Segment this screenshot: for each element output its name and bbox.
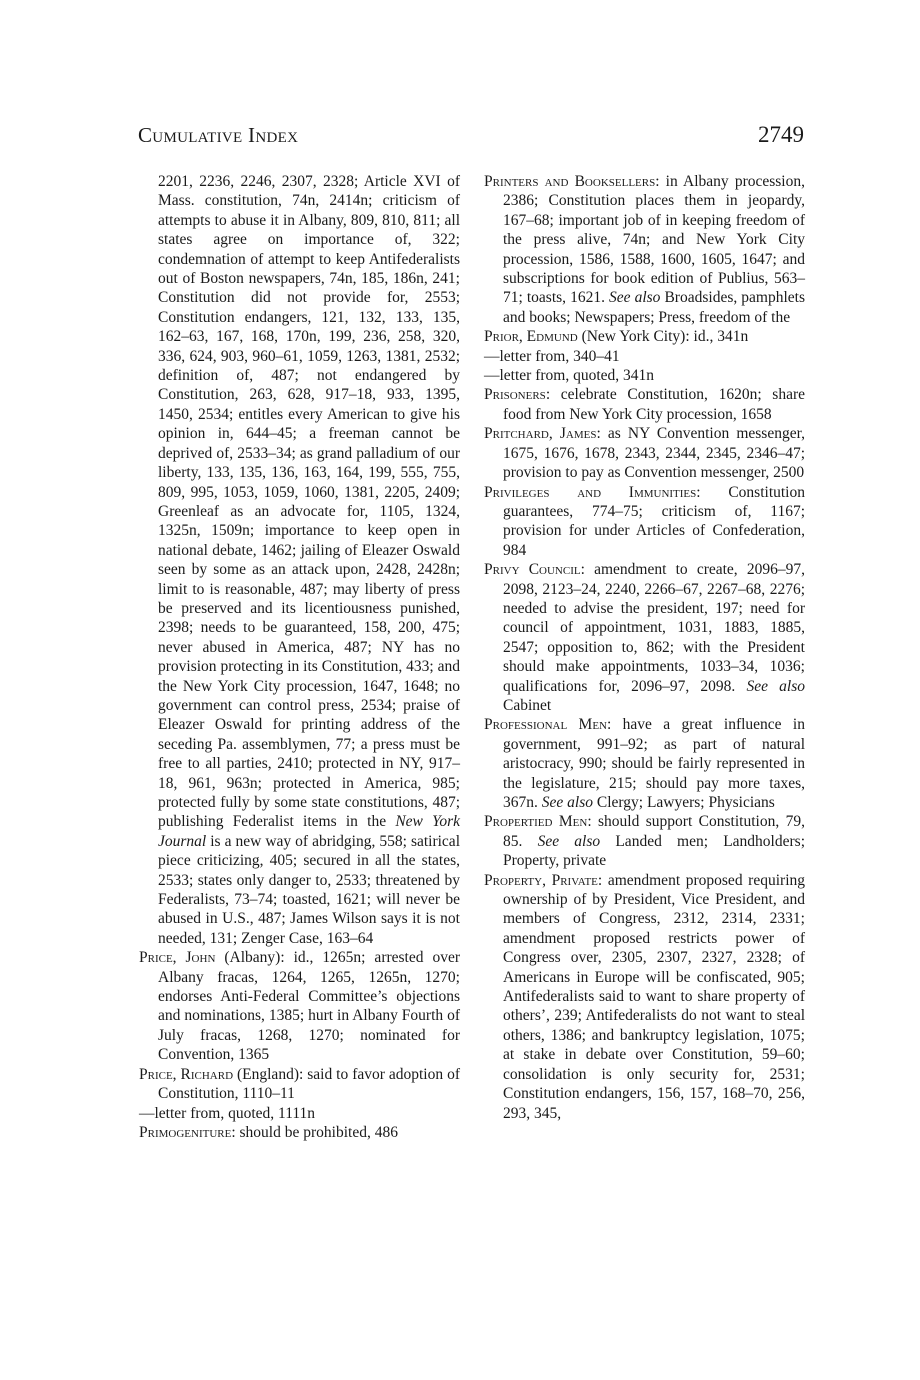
index-subentry <box>484 347 805 366</box>
index-text: : in Albany procession, 2386; Constitution places them in jeopardy, 167–68; important job of in keeping freedom of the press alive, 74n; and New York City procession, 1586, 1588, 1600, 1605, 1647; and subscriptions for book edition of Publius, 563–71; toasts, 1621. <box>503 173 805 307</box>
index-entry <box>139 1123 460 1142</box>
index-entry <box>484 812 805 870</box>
index-italic-text: See also <box>537 832 601 850</box>
index-text: (England): said to favor adoption of Constitution, 1110–11 <box>158 1065 460 1103</box>
index-entry <box>484 327 805 346</box>
index-text: : should be prohibited, 486 <box>231 1123 398 1141</box>
index-text: : amendment to create, 2096–97, 2098, 2123–24, 2240, 2266–67, 2267–68, 2276; needed to advise the president, 197; need for council of appointment, 1031, 1883, 1885, 2547; opposition to, 862; with the President should make appointments, 1033–34, 1036; qualifications for, 2096–97, 2098. <box>503 561 805 695</box>
index-text: Cabinet <box>503 696 552 714</box>
index-entry <box>139 1065 460 1104</box>
index-text: —letter from, quoted, 341n <box>484 367 655 385</box>
index-italic-text: See also <box>609 289 661 307</box>
index-text: : Constitution guarantees, 774–75; criticism of, 1167; provision for under Articles of Confederation, 984 <box>503 483 805 559</box>
index-subentry <box>139 1104 460 1123</box>
index-entry <box>484 560 805 715</box>
index-headword: Privy Council <box>484 561 581 579</box>
index-italic-text: See also <box>746 677 805 695</box>
index-text: Clergy; Lawyers; Physicians <box>592 794 775 811</box>
index-entry <box>484 715 805 812</box>
index-text: Broadsides, pamphlets and books; Newspapers; Press, freedom of the <box>503 289 805 326</box>
index-subentry <box>484 366 805 385</box>
index-text: (New York City): id., 341n <box>577 328 749 346</box>
index-text: : have a great influence in government, 991–92; as part of natural aristocracy, 990; should be fairly represented in the legislature, 215; should pay more taxes, 367n. <box>503 716 805 811</box>
index-text: : amendment proposed requiring ownership of by President, Vice President, and members of Congress, 2312, 2314, 2331; amendment proposed restricts power of Congress over, 2305, 2307, 2327, 2328; of Americans in Europe will be confiscated, 905; Antifederalists said to want to share property of others’, 239; Antifederalists do not want to steal others, 1386; and bankruptcy legislation, 1075; at stake in debate over Constitution, 59–60; consolidation is only security for, 2531; Constitution endangers, 156, 157, 168–70, 256, 293, 345, <box>503 871 805 1122</box>
index-headword: Professional Men <box>484 716 607 734</box>
index-entry <box>484 483 805 561</box>
index-text: : celebrate Constitution, 1620n; share food from New York City procession, 1658 <box>503 386 805 423</box>
index-headword: Pritchard, James <box>484 425 597 443</box>
index-text: —letter from, quoted, 1111n <box>139 1104 316 1122</box>
index-text: (Albany): id., 1265n; arrested over Albany fracas, 1264, 1265, 1265n, 1270; endorses Anti-Federal Committee’s objections and nominations, 1385; hurt in Albany Fourth of July fracas, 1268, 1270; nominated for Convention, 1365 <box>158 949 461 1064</box>
index-text: Landed men; Landholders; Property, private <box>503 832 805 870</box>
index-headword: Printers and Booksellers <box>484 173 656 190</box>
index-headword: Privileges and Immunities <box>484 483 697 501</box>
index-entry-continuation <box>139 172 460 948</box>
index-headword: Property, Private <box>484 871 598 889</box>
index-text: : should support Constitution, 79, 85. <box>503 813 805 850</box>
index-text: 2201, 2236, 2246, 2307, 2328; Article XVI of Mass. constitution, 74n, 2414n; criticism of attempts to abuse it in Albany, 809, 810, 811; all states agree on importance of, 322; condemnation of attempt to keep Antifederalists out of Boston newspapers, 74n, 185, 186n, 241; Constitution did not provide for, 2553; Constitution endangers, 121, 132, 133, 135, 162–63, 167, 168, 170n, 199, 236, 258, 320, 336, 624, 903, 960–61, 1059, 1263, 1381, 2532; definition of, 487; not endangered by Constitution, 263, 628, 917–18, 933, 1395, 1450, 2534; entitles every American to give his opinion in, 644–45; a freeman cannot be deprived of, 2533–34; as grand palladium of our liberty, 133, 135, 136, 163, 164, 199, 555, 755, 809, 995, 1053, 1059, 1060, 1381, 2205, 2409; Greenleaf as an advocate for, 1105, 1324, 1325n, 1509n; importance to keep open in national debate, 1462; jailing of Eleazer Oswald seen by some as an attack upon, 2428, 2428n; limit to is reasonable, 487; may liberty of press be preserved and its licentiousness punished, 2398; needs to be guaranteed, 158, 200, 475; never abused in America, 487; NY has no provision protecting in its Constitution, 433; and the New York City procession, 1647, 1648; no government can control press, 2534; praise of Eleazer Oswald for printing address of the seceding Pa. assemblymen, 77; a press must be free to all parties, 2410; protected in NY, 917–18, 961, 963n; protected in America, 985; protected fully by some state constitutions, 487; publishing Federalist items in the <box>158 173 460 831</box>
index-headword: Propertied Men <box>484 813 588 831</box>
index-entry <box>484 424 805 482</box>
index-entry <box>484 385 805 424</box>
left-index-column <box>139 172 460 1142</box>
index-text: —letter from, 340–41 <box>484 347 620 365</box>
index-headword: Price, John <box>139 949 216 967</box>
right-index-column <box>484 172 805 1123</box>
index-entry <box>139 948 460 1064</box>
running-head <box>138 122 804 148</box>
index-entry <box>484 172 805 327</box>
index-text: : as NY Convention messenger, 1675, 1676, 1678, 2343, 2344, 2345, 2346–47; provision to pay as Convention messenger, 2500 <box>503 425 805 482</box>
index-italic-text: New York Journal <box>158 813 460 850</box>
index-italic-text: See also <box>541 794 593 811</box>
running-head-title: Cumulative Index <box>138 123 299 147</box>
index-headword: Prisoners <box>484 386 546 404</box>
index-headword: Prior, Edmund <box>484 328 578 346</box>
index-text: is a new way of abridging, 558; satirical piece criticizing, 405; secured in all the states, 2533; states only danger to, 2533; threatened by Federalists, 73–74; toasted, 1621; will never be abused in U.S., 487; James Wilson says it is not needed, 131; Zenger Case, 163–64 <box>158 832 460 947</box>
index-headword: Price, Richard <box>139 1065 234 1083</box>
index-headword: Primogeniture <box>139 1123 232 1141</box>
index-entry <box>484 871 805 1123</box>
page-number: 2749 <box>758 122 804 147</box>
